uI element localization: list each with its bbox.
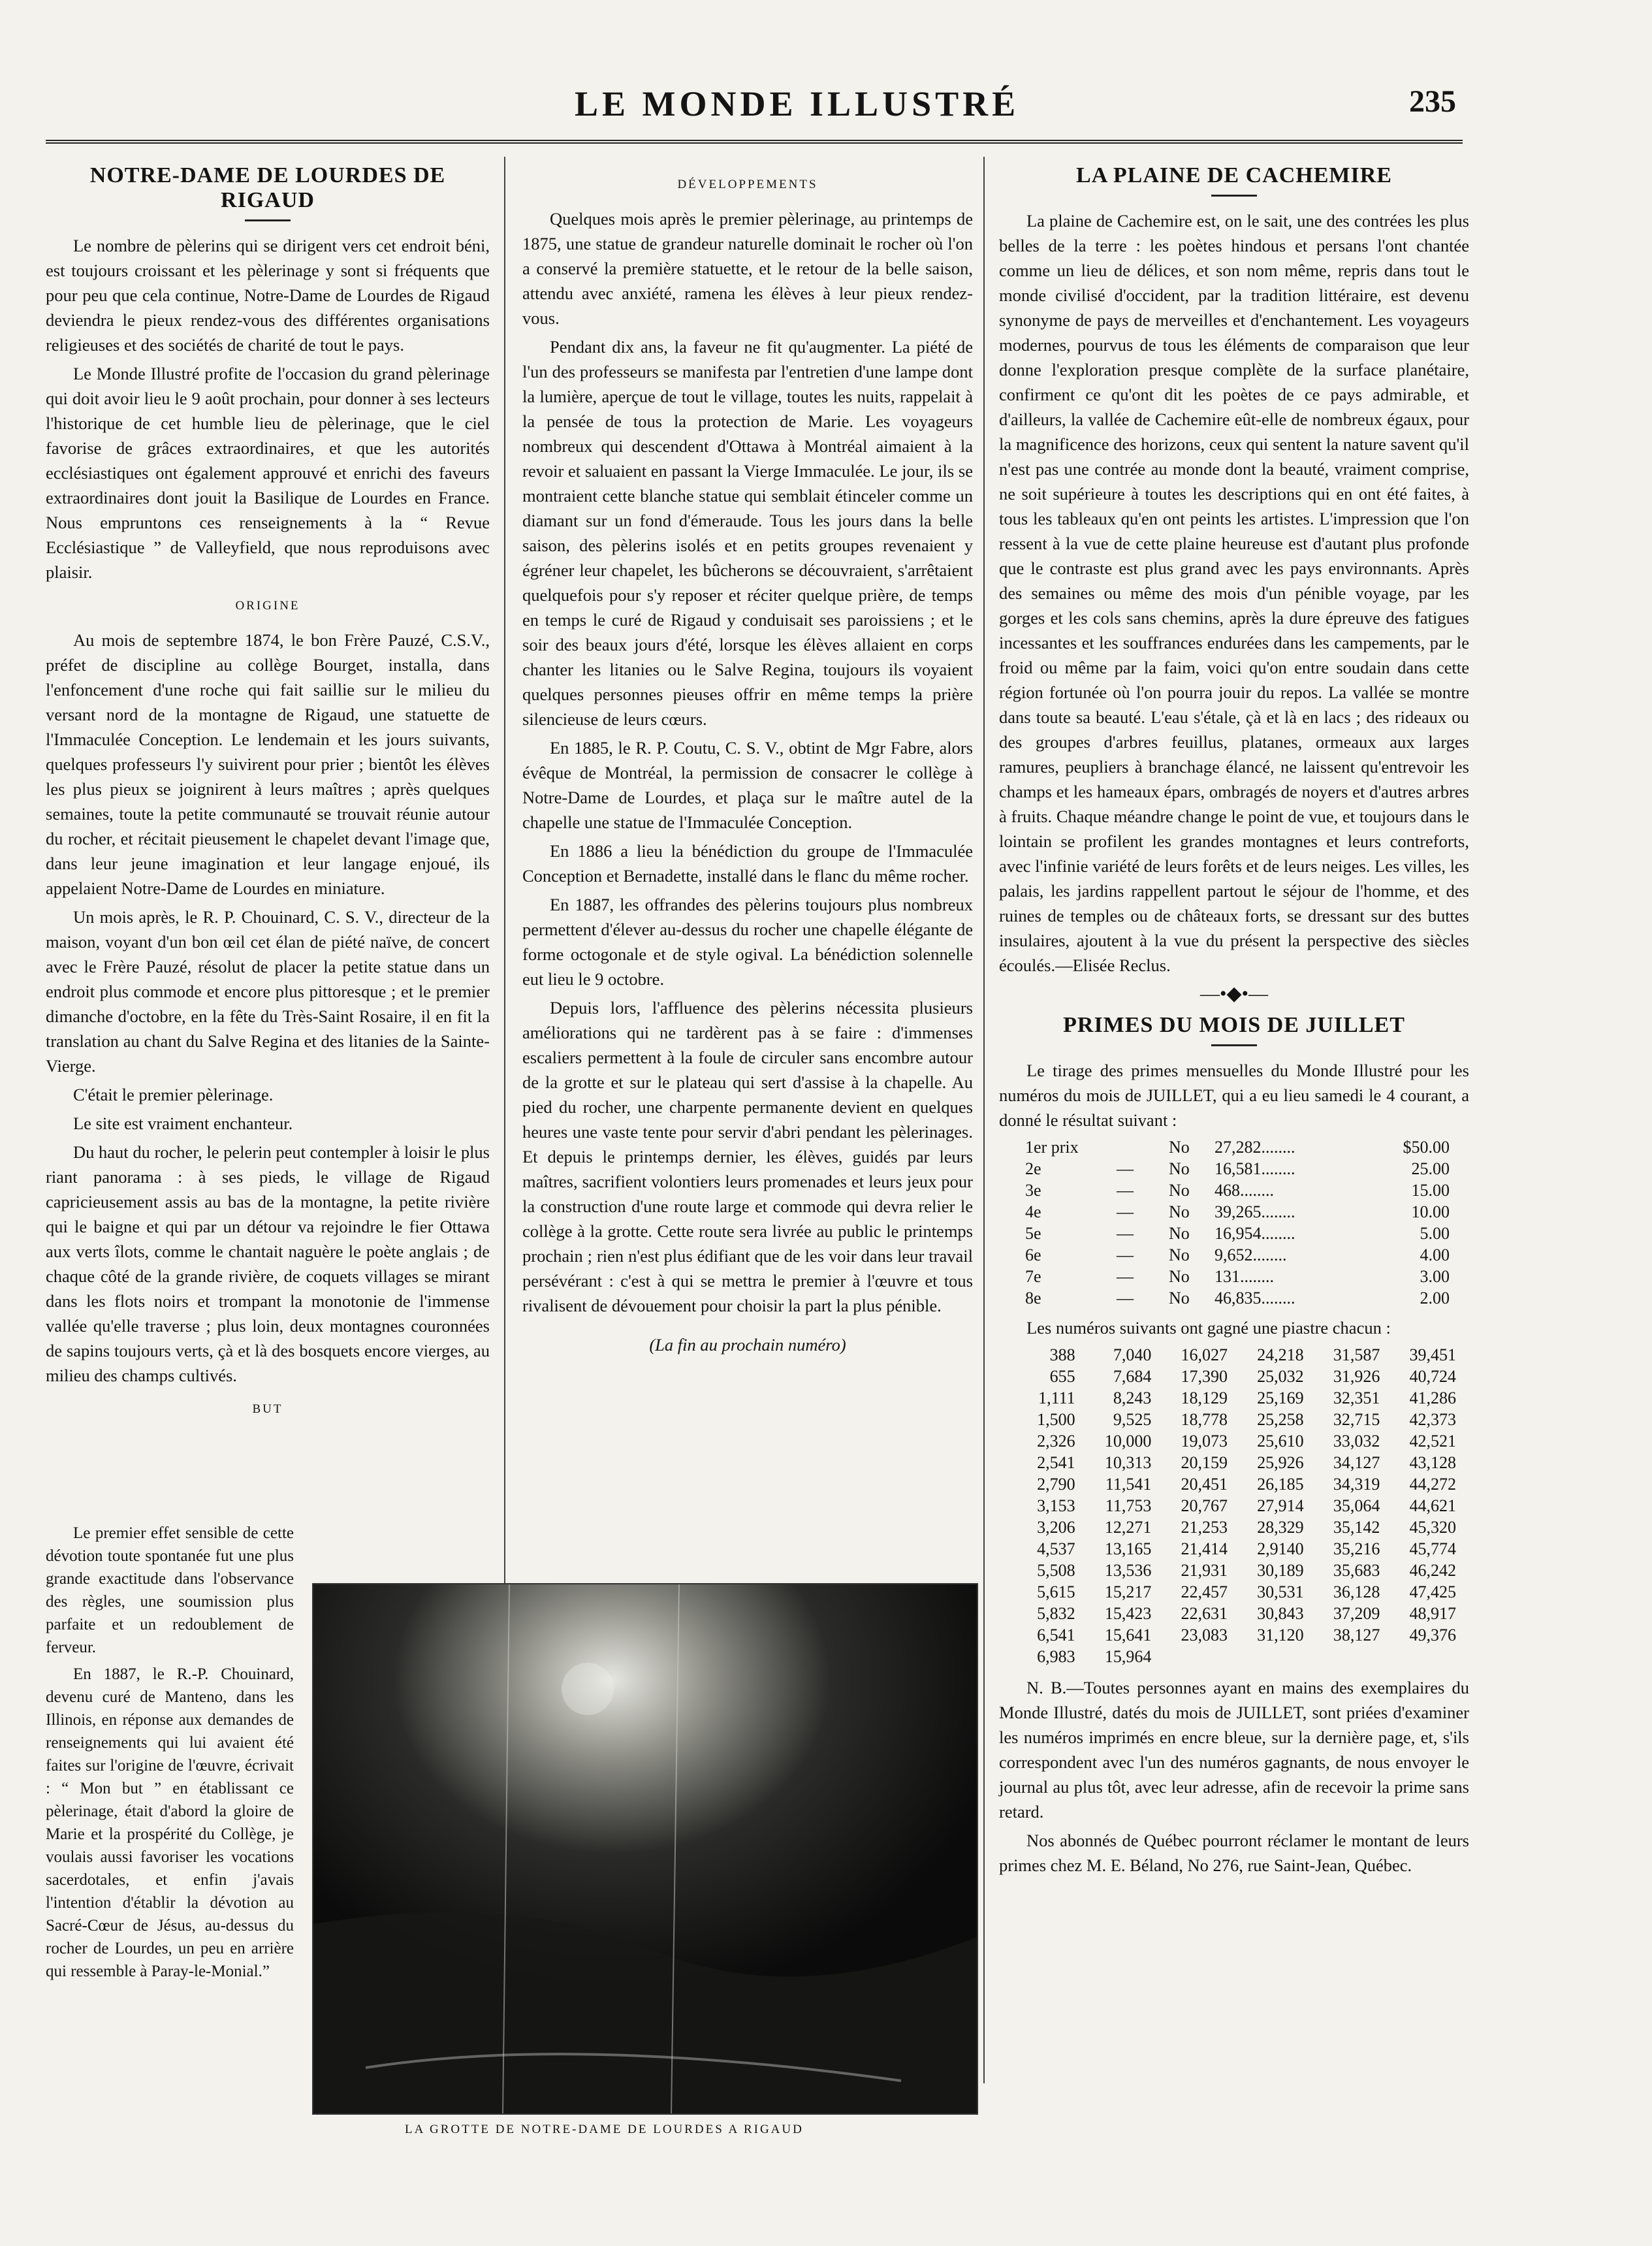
prize-rank: 4e xyxy=(1025,1202,1041,1221)
winning-number: 13,165 xyxy=(1104,1539,1152,1558)
prize-dash: — xyxy=(1117,1289,1134,1307)
masthead-rule xyxy=(46,140,1463,144)
paragraph: Depuis lors, l'affluence des pèlerins nécessita plusieurs améliorations qui ne tardèrent pas à se faire : d'immenses escaliers permettent à la foule de circuler sans encombre autour de la grotte et sur le plateau qui sert d'assise à la chapelle. Au pied du rocher, une charpente permanente devient en quelques heures une vaste tente pour servir d'abri pendant les pèlerinages. Et depuis le printemps dernier, les élèves, guidés par leurs maîtres, sacrifient volontiers leurs promenades et leurs jeux pour la construction d'une route large et commode qui devra relier le collège à la grotte. Cette route sera livrée au public le printemps prochain ; rien n'est plus édifiant que de les voir dans leur travail persévérant : c'est à qui se mettra le premier à l'œuvre et tous rivalisent de dévouement pour choisir la part la plus pénible. xyxy=(522,998,973,1315)
winning-number: 2,790 xyxy=(1037,1475,1075,1494)
paragraph: En 1886 a lieu la bénédiction du groupe de l'Immaculée Conception et Bernadette, installé dans le flanc du même rocher. xyxy=(522,841,973,886)
prize-row xyxy=(1025,1136,1469,1158)
prize-dash: — xyxy=(1117,1202,1134,1221)
winning-number: 49,376 xyxy=(1409,1626,1456,1644)
paragraph: En 1887, le R.-P. Chouinard, devenu curé de Manteno, dans les Illinois, en réponse aux demandes de renseignements qui lui avaient été faites sur l'origine de l'œuvre, écrivait : “ Mon but ” en établissant ce pèlerinage, était d'abord la gloire de Marie et la prospérité du Collège, je voulais aussi favoriser les vocations sacerdotales, et enfin j'avais l'intention d'établir la dévotion au Sacré-Cœur de Jésus, au-dessus du rocher de Lourdes, un peu en arrière qui ressemble à Paray-le-Monial.” xyxy=(46,1665,294,1980)
article-lourdes xyxy=(46,163,490,1431)
prize-no: No xyxy=(1169,1224,1190,1243)
prize-rank: 1er prix xyxy=(1025,1138,1079,1157)
prize-no: No xyxy=(1169,1202,1190,1221)
prize-dash: — xyxy=(1117,1181,1134,1200)
winning-number: 13,536 xyxy=(1104,1561,1152,1580)
winning-number: 20,451 xyxy=(1181,1475,1228,1494)
winning-number: 1,111 xyxy=(1038,1388,1075,1407)
winning-number: 21,253 xyxy=(1181,1518,1228,1537)
prize-num: 27,282........ xyxy=(1215,1138,1295,1157)
prize-no: No xyxy=(1169,1138,1190,1157)
article-lourdes-but xyxy=(46,1522,294,1987)
article-title: LA PLAINE DE CACHEMIRE xyxy=(1076,163,1392,187)
prize-amt: 15.00 xyxy=(1411,1181,1450,1200)
article-title: NOTRE-DAME DE LOURDES DE RIGAUD xyxy=(89,163,446,212)
winning-number: 4,537 xyxy=(1037,1539,1075,1558)
paragraph: Quelques mois après le premier pèlerinage, au printemps de 1875, une statue de grandeur naturelle dominait le rocher où l'on a conservé la première statuette, et le retour de la belle saison, attendu avec anxiété, ramena les élèves à leur pieux rendez-vous. xyxy=(522,209,973,328)
winning-number: 25,032 xyxy=(1257,1367,1304,1386)
prize-amt: 3.00 xyxy=(1420,1267,1450,1286)
winning-number: 34,319 xyxy=(1333,1475,1380,1494)
winning-number: 2,326 xyxy=(1037,1432,1075,1451)
section-heading: DÉVELOPPEMENTS xyxy=(677,178,818,191)
winning-number: 22,457 xyxy=(1181,1582,1228,1601)
winning-number: 12,271 xyxy=(1104,1518,1152,1537)
prize-no: No xyxy=(1169,1267,1190,1286)
winning-number: 35,064 xyxy=(1333,1496,1380,1515)
paragraph: Nos abonnés de Québec pourront réclamer le montant de leurs primes chez M. E. Béland, No 276, rue Saint-Jean, Québec. xyxy=(999,1831,1469,1875)
winning-number: 17,390 xyxy=(1181,1367,1228,1386)
column-divider xyxy=(983,157,985,2083)
prize-dash: — xyxy=(1117,1245,1134,1264)
prize-num: 39,265........ xyxy=(1215,1202,1295,1221)
winning-number: 7,040 xyxy=(1113,1345,1152,1364)
prize-row xyxy=(1025,1287,1469,1309)
title-rule xyxy=(245,219,291,221)
photo-caption: LA GROTTE DE NOTRE-DAME DE LOURDES A RIGAUD xyxy=(405,2123,804,2136)
grotto-photograph xyxy=(312,1583,978,2115)
winning-number: 30,531 xyxy=(1257,1582,1304,1601)
winning-number: 15,217 xyxy=(1104,1582,1152,1601)
winning-number xyxy=(1304,1646,1380,1667)
grotto-image xyxy=(313,1584,977,2113)
paragraph: En 1885, le R. P. Coutu, C. S. V., obtint de Mgr Fabre, alors évêque de Montréal, la permission de consacrer le collège à Notre-Dame de Lourdes, et plaça sur le maître autel de la chapelle une statue de l'Immaculée Conception. xyxy=(522,738,973,832)
article-developpements xyxy=(522,163,973,1361)
winning-number: 18,778 xyxy=(1181,1410,1228,1429)
winning-number: 44,621 xyxy=(1409,1496,1456,1515)
winning-number: 30,843 xyxy=(1257,1604,1304,1623)
paragraph: La plaine de Cachemire est, on le sait, une des contrées les plus belles de la terre : les poètes hindous et persans l'ont chantée comme un lieu de délices, et son nom même, repris dans tout le monde civilisé d'occident, par la tradition littéraire, est devenu synonyme de pays de merveilles et d'enchantement. Les voyageurs modernes, pourvus de tous les éléments de comparaison que leur donne l'exploration presque complète de la surface planétaire, confirment ce qu'ont dit les poètes de ce pays admirable, et d'ailleurs, la vallée de Cachemire eût-elle de nombreux égaux, pour la magnificence des horizons, ceux qui sentent la nature savent qu'il n'est pas une contrée au monde dont la beauté, vraiment comprise, ne soit supérieure à toutes les descriptions qui en ont été faites, à tous les tableaux qu'en ont peints les artistes. L'impression que l'on ressent à la vue de cette plaine heureuse est d'autant plus profonde que le contraste est plus grand avec les pays environnants. Après des semaines ou même des mois d'un pénible voyage, par les gorges et les cols sans chemins, après la dure épreuve des fatigues incessantes et les souffrances endurées dans les campements, par le froid ou même par la faim, voici qu'on entre soudain dans cette région fortunée où l'on pourra jouir du repos. La vallée se montre dans toute sa beauté. L'eau s'étale, çà et là en lacs ; des rideaux ou des groupes d'arbres feuillus, platanes, ormeaux aux larges ramures, peupliers à branchage élancé, ne laissent qu'entrevoir les champs et les hameaux épars, ombragés de noyers et d'autres arbres à fruits. Chaque méandre change le point de vue, et toujours dans le lointain se profilent les grandes montagnes et leurs contreforts, avec l'infinie variété de leurs forêts et de leurs neiges. Les villes, les palais, les jardins rappellent partout le séjour de l'homme, et des ruines de temples ou de châteaux forts, se dressant sur des buttes insulaires, ajoutent à la vue du présent la perspective des siècles écoulés.—Elisée Reclus. xyxy=(999,211,1470,975)
paragraph: Du haut du rocher, le pelerin peut contempler à loisir le plus riant panorama : à ses pieds, le village de Rigaud capricieusement assis au bas de la montagne, la petite rivière qui le baigne et qui par un détour va rejoindre le fier Ottawa aux verts îlots, comme le chantait naguère le poète anglais ; de chaque côté de la grande rivière, de coquets villages se mirant dans les flots noirs et trompant la monotonie de l'immense vallée qu'elle traverse ; plus loin, deux montagnes couronnées de sapins toujours verts, çà et là des bosquets encore vierges, au milieu des champs cultivés. xyxy=(46,1142,490,1385)
prize-no: No xyxy=(1169,1289,1190,1307)
winning-number: 31,120 xyxy=(1257,1626,1304,1644)
winning-number: 24,218 xyxy=(1257,1345,1304,1364)
winning-number: 18,129 xyxy=(1181,1388,1228,1407)
prize-amt: 4.00 xyxy=(1420,1245,1450,1264)
paragraph: Un mois après, le R. P. Chouinard, C. S. V., directeur de la maison, voyant d'un bon œil cet élan de piété naïve, de concert avec le Frère Pauzé, résolut de placer la petite statue dans un endroit plus commode et encore plus pittoresque ; et le premier dimanche d'octobre, en la fête du Très-Saint Rosaire, il en fit la translation au chant du Salve Regina et des litanies de la Sainte-Vierge. xyxy=(46,907,490,1076)
paragraph: Le Monde Illustré profite de l'occasion du grand pèlerinage qui doit avoir lieu le 9 août prochain, pour donner à ses lecteurs l'historique de cet humble lieu de pèlerinage, que le ciel favorise de grâces extraordinaires, et que les autorités ecclésiastiques ont également approuvé et enrichi des faveurs extraordinaires dont jouit la Basilique de Lourdes en France. Nous empruntons ces renseignements à la “ Revue Ecclésiastique ” de Valleyfield, que nous reproduisons avec plaisir. xyxy=(46,364,490,582)
winning-number: 46,242 xyxy=(1409,1561,1456,1580)
winning-number: 26,185 xyxy=(1257,1475,1304,1494)
winning-number: 5,615 xyxy=(1037,1582,1075,1601)
prize-dash: — xyxy=(1117,1267,1134,1286)
winning-number: 31,587 xyxy=(1333,1345,1380,1364)
winning-number: 40,724 xyxy=(1409,1367,1456,1386)
winning-number: 5,832 xyxy=(1037,1604,1075,1623)
winning-number: 10,000 xyxy=(1104,1432,1152,1451)
prize-num: 16,581........ xyxy=(1215,1159,1295,1178)
prize-rank: 7e xyxy=(1025,1267,1041,1286)
prize-no: No xyxy=(1169,1181,1190,1200)
winning-number: 39,451 xyxy=(1409,1345,1456,1364)
prize-list xyxy=(1025,1136,1469,1309)
prize-row xyxy=(1025,1223,1469,1244)
winning-number: 30,189 xyxy=(1257,1561,1304,1580)
winning-number: 388 xyxy=(1049,1345,1075,1364)
winning-number: 11,753 xyxy=(1105,1496,1152,1515)
paragraph: Le premier effet sensible de cette dévotion toute spontanée fut une plus grande exactitude dans l'observance des règles, une soumission plus parfaite et un redoublement de ferveur. xyxy=(46,1524,294,1656)
winning-number: 15,641 xyxy=(1104,1626,1152,1644)
winning-number: 3,153 xyxy=(1037,1496,1075,1515)
prize-amt: $50.00 xyxy=(1403,1138,1450,1157)
paragraph: En 1887, les offrandes des pèlerins toujours plus nombreux permettent d'élever au-dessus du rocher une chapelle élégante de forme octogonale et de style ogival. La bénédiction solennelle eut lieu le 9 octobre. xyxy=(522,895,973,989)
winning-number: 32,715 xyxy=(1333,1410,1380,1429)
paragraph: Pendant dix ans, la faveur ne fit qu'augmenter. La piété de l'un des professeurs se manifesta par l'entretien d'une lampe dont la lumière, aperçue de tout le village, toutes les nuits, rappelait à la pensée de tous la protection de Marie. Les voyageurs nombreux qui descendent d'Ottawa à Montréal aimaient à la revoir et saluaient en passant la Vierge Immaculée. Le jour, ils se montraient cette blanche statue qui semblait étinceler comme un diamant sur un fond d'émeraude. Tous les jours dans la belle saison, des pèlerins isolés et en petits groupes revenaient y égréner leur chapelet, les bûcherons se découvraient, s'arrêtaient quelquefois pour s'y reposer et réciter quelque prière, de temps en temps le curé de Rigaud y conduisait ses paroissiens ; et le soir des beaux jours d'été, lorsque les élèves allaient en corps chanter les litanies ou le Salve Regina, toujours ils voyaient quelques personnes pieuses offrir en même temps la prière silencieuse de leurs cœurs. xyxy=(522,337,973,729)
title-rule xyxy=(1211,195,1257,197)
prize-num: 468........ xyxy=(1215,1181,1274,1200)
winning-number: 31,926 xyxy=(1333,1367,1380,1386)
winning-number: 6,983 xyxy=(1037,1647,1075,1666)
prize-row xyxy=(1025,1266,1469,1287)
winning-number: 37,209 xyxy=(1333,1604,1380,1623)
winning-number: 35,216 xyxy=(1333,1539,1380,1558)
paragraph: Le site est vraiment enchanteur. xyxy=(73,1114,293,1133)
winning-number: 48,917 xyxy=(1409,1604,1456,1623)
section-heading: ORIGINE xyxy=(235,599,300,613)
winning-number: 28,329 xyxy=(1257,1518,1304,1537)
winning-number: 45,320 xyxy=(1409,1518,1456,1537)
winning-number: 5,508 xyxy=(1037,1561,1075,1580)
winning-number: 23,083 xyxy=(1181,1626,1228,1644)
winning-number: 2,541 xyxy=(1037,1453,1075,1472)
prize-rank: 6e xyxy=(1025,1245,1041,1264)
page-number: 235 xyxy=(1409,84,1456,119)
prize-row xyxy=(1025,1244,1469,1266)
prize-amt: 5.00 xyxy=(1420,1224,1450,1243)
paragraph: Les numéros suivants ont gagné une piastre chacun : xyxy=(1026,1318,1391,1338)
prize-num: 131........ xyxy=(1215,1267,1274,1286)
winning-number: 21,414 xyxy=(1181,1539,1228,1558)
winning-number: 36,128 xyxy=(1333,1582,1380,1601)
winning-number: 42,373 xyxy=(1409,1410,1456,1429)
winning-number: 15,423 xyxy=(1104,1604,1152,1623)
masthead: LE MONDE ILLUSTRÉ xyxy=(575,84,1020,123)
winning-number: 16,027 xyxy=(1181,1345,1228,1364)
ornament-divider: —•◆•— xyxy=(1199,983,1269,1004)
winning-number: 33,032 xyxy=(1333,1432,1380,1451)
winning-number: 45,774 xyxy=(1409,1539,1456,1558)
prize-no: No xyxy=(1169,1159,1190,1178)
title-rule xyxy=(1211,1044,1257,1046)
prize-amt: 2.00 xyxy=(1420,1289,1450,1307)
winning-number: 42,521 xyxy=(1409,1432,1456,1451)
prize-amt: 25.00 xyxy=(1411,1159,1450,1178)
winning-number: 15,964 xyxy=(1104,1647,1152,1666)
winning-number: 6,541 xyxy=(1037,1626,1075,1644)
prize-no: No xyxy=(1169,1245,1190,1264)
winning-number: 11,541 xyxy=(1105,1475,1152,1494)
winning-number: 38,127 xyxy=(1333,1626,1380,1644)
paragraph: Le tirage des primes mensuelles du Monde Illustré pour les numéros du mois de JUILLET, qui a eu lieu samedi le 4 courant, a donné le résultat suivant : xyxy=(999,1061,1469,1130)
prize-row xyxy=(1025,1179,1469,1201)
winning-number: 27,914 xyxy=(1257,1496,1304,1515)
winning-number: 25,169 xyxy=(1257,1388,1304,1407)
prize-num: 16,954........ xyxy=(1215,1224,1295,1243)
winning-number: 32,351 xyxy=(1333,1388,1380,1407)
prize-num: 9,652........ xyxy=(1215,1245,1287,1264)
prize-rank: 8e xyxy=(1025,1289,1041,1307)
winning-numbers-table xyxy=(999,1344,1469,1667)
winning-number: 34,127 xyxy=(1333,1453,1380,1472)
winning-number: 41,286 xyxy=(1409,1388,1456,1407)
prize-dash: — xyxy=(1117,1159,1134,1178)
winning-number: 3,206 xyxy=(1037,1518,1075,1537)
paragraph: Au mois de septembre 1874, le bon Frère Pauzé, C.S.V., préfet de discipline au collège Bourget, installa, dans l'enfoncement d'une roche qui fait saillie sur le milieu du versant nord de la montagne de Rigaud, une statuette de l'Immaculée Conception. Le lendemain et les jours suivants, quelques professeurs l'y suivirent pour prier ; bientôt les élèves les plus pieux se joignirent à leurs maîtres ; après quelques semaines, toute la petite communauté se trouvait réunie autour du rocher, et récitait pieusement le chapelet devant l'image que, dans leur jeune imagination et leur langage enjoué, ils appelaient Notre-Dame de Lourdes en miniature. xyxy=(46,630,490,898)
prize-rank: 2e xyxy=(1025,1159,1041,1178)
prize-rank: 5e xyxy=(1025,1224,1041,1243)
winning-number: 25,926 xyxy=(1257,1453,1304,1472)
prize-amt: 10.00 xyxy=(1411,1202,1450,1221)
winning-number xyxy=(1228,1646,1304,1667)
winning-number: 44,272 xyxy=(1409,1475,1456,1494)
winning-number: 1,500 xyxy=(1037,1410,1075,1429)
prize-rank: 3e xyxy=(1025,1181,1041,1200)
winning-number xyxy=(1380,1646,1456,1667)
winning-number: 2,9140 xyxy=(1257,1539,1304,1558)
winning-number: 25,258 xyxy=(1257,1410,1304,1429)
paragraph: Le nombre de pèlerins qui se dirigent vers cet endroit béni, est toujours croissant et les pèlerinage y sont si fréquents que pour peu que cela continue, Notre-Dame de Lourdes de Rigaud deviendra le pieux rendez-vous des différentes organisations religieuses et des sociétés de charité de tout le pays. xyxy=(46,236,490,355)
winning-number: 35,142 xyxy=(1333,1518,1380,1537)
prize-num: 46,835........ xyxy=(1215,1289,1295,1307)
article-title: PRIMES DU MOIS DE JUILLET xyxy=(1063,1013,1405,1037)
winning-number: 43,128 xyxy=(1409,1453,1456,1472)
continued-note: (La fin au prochain numéro) xyxy=(649,1335,846,1355)
winning-number: 35,683 xyxy=(1333,1561,1380,1580)
winning-number: 7,684 xyxy=(1113,1367,1152,1386)
winning-number: 20,767 xyxy=(1181,1496,1228,1515)
winning-number: 9,525 xyxy=(1113,1410,1152,1429)
winning-number: 19,073 xyxy=(1181,1432,1228,1451)
prize-dash: — xyxy=(1117,1224,1134,1243)
paragraph: N. B.—Toutes personnes ayant en mains des exemplaires du Monde Illustré, datés du mois de JUILLET, sont priées d'examiner les numéros imprimés en encre bleue, sur la dernière page, et, s'ils correspondent avec l'un des numéros gagnants, de nous envoyer le journal au plus tôt, avec leur adresse, afin de recevoir la prime sans retard. xyxy=(999,1678,1469,1821)
prize-row xyxy=(1025,1158,1469,1179)
winning-number: 25,610 xyxy=(1257,1432,1304,1451)
winning-number: 8,243 xyxy=(1113,1388,1152,1407)
winning-number: 21,931 xyxy=(1181,1561,1228,1580)
winning-number: 47,425 xyxy=(1409,1582,1456,1601)
winning-number: 20,159 xyxy=(1181,1453,1228,1472)
paragraph: C'était le premier pèlerinage. xyxy=(73,1085,274,1104)
winning-number xyxy=(1151,1646,1228,1667)
winning-number: 10,313 xyxy=(1104,1453,1152,1472)
section-heading: BUT xyxy=(252,1402,283,1416)
winning-number: 655 xyxy=(1049,1367,1075,1386)
prize-dash xyxy=(1117,1136,1169,1158)
winning-number: 22,631 xyxy=(1181,1604,1228,1623)
article-cachemire xyxy=(999,163,1469,1882)
prize-row xyxy=(1025,1201,1469,1223)
